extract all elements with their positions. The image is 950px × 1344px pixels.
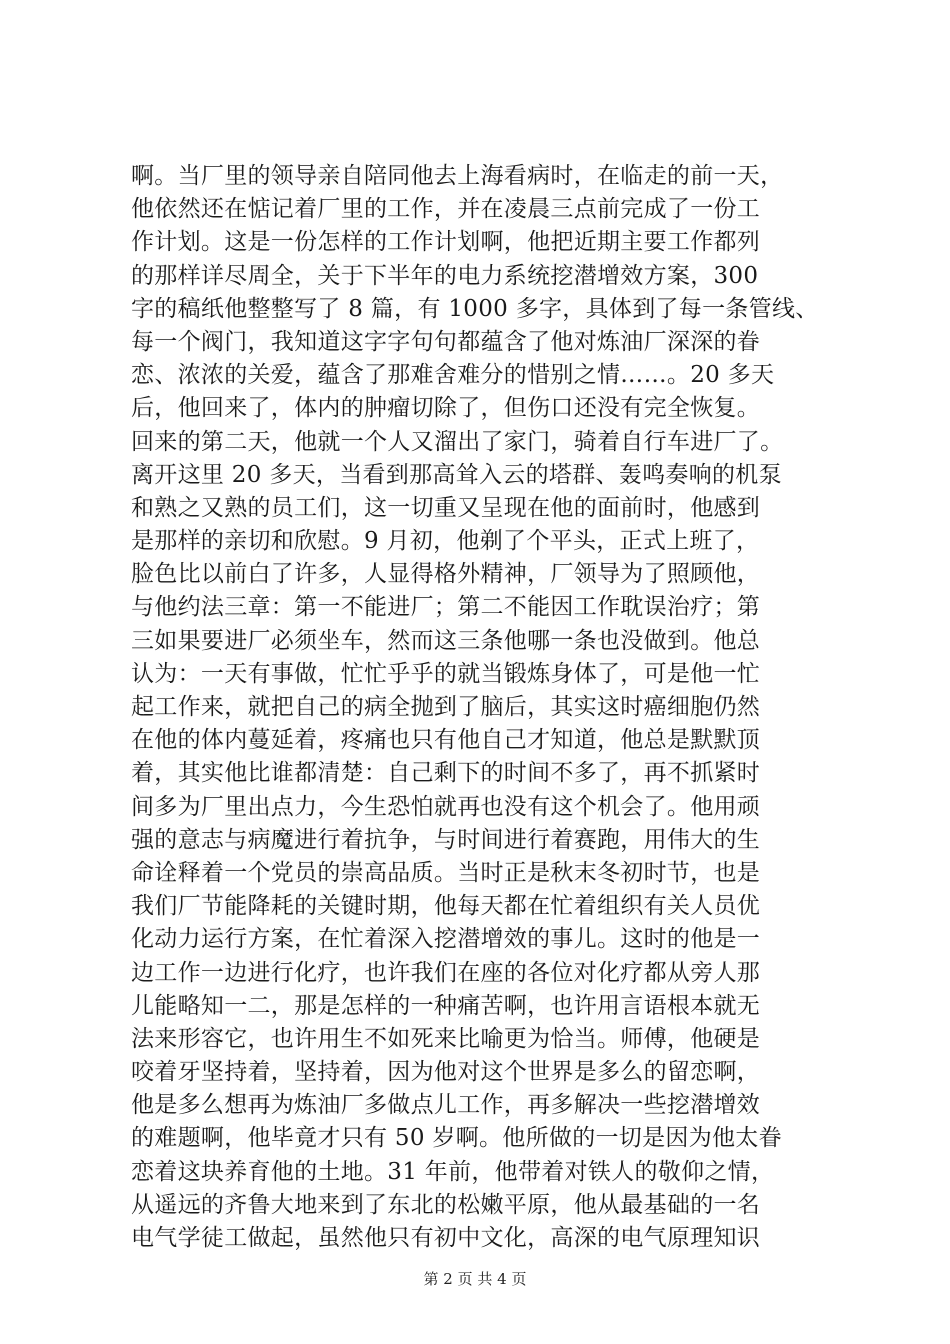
text-line: 着，其实他比谁都清楚：自己剩下的时间不多了，再不抓紧时 — [131, 760, 761, 787]
text-line: 法来形容它，也许用生不如死来比喻更为恰当。师傅，他硬是 — [131, 1025, 761, 1052]
page-footer: 第 2 页 共 4 页 — [423, 1270, 527, 1288]
text-line: 命诠释着一个党员的崇高品质。当时正是秋末冬初时节，也是 — [131, 859, 761, 886]
text-line: 后，他回来了，体内的肿瘤切除了，但伤口还没有完全恢复。 — [131, 395, 761, 422]
text-line: 强的意志与病魔进行着抗争，与时间进行着赛跑，用伟大的生 — [131, 826, 761, 853]
text-line: 三如果要进厂必须坐车，然而这三条他哪一条也没做到。他总 — [131, 627, 761, 654]
text-line: 每一个阀门，我知道这字字句句都蕴含了他对炼油厂深深的眷 — [131, 328, 761, 355]
text-line: 恋着这块养育他的土地。31 年前，他带着对铁人的敬仰之情， — [131, 1158, 775, 1185]
text-line: 回来的第二天，他就一个人又溜出了家门，骑着自行车进厂了。 — [131, 428, 784, 455]
text-line: 认为：一天有事做，忙忙乎乎的就当锻炼身体了，可是他一忙 — [131, 660, 761, 687]
text-line: 和熟之又熟的员工们，这一切重又呈现在他的面前时，他感到 — [131, 494, 761, 521]
text-line: 化动力运行方案，在忙着深入挖潜增效的事儿。这时的他是一 — [131, 926, 761, 953]
text-line: 的那样详尽周全，关于下半年的电力系统挖潜增效方案，300 — [131, 262, 759, 289]
text-line: 从遥远的齐鲁大地来到了东北的松嫩平原，他从最基础的一名 — [131, 1191, 761, 1218]
text-line: 儿能略知一二，那是怎样的一种痛苦啊，也许用言语根本就无 — [131, 992, 761, 1019]
text-line: 脸色比以前白了许多，人显得格外精神，厂领导为了照顾他， — [131, 561, 761, 588]
text-line: 他是多么想再为炼油厂多做点儿工作，再多解决一些挖潜增效 — [131, 1092, 761, 1119]
text-line: 作计划。这是一份怎样的工作计划啊，他把近期主要工作都列 — [131, 229, 761, 256]
text-line: 是那样的亲切和欣慰。9 月初，他剃了个平头，正式上班了， — [131, 528, 760, 555]
text-line: 边工作一边进行化疗，也许我们在座的各位对化疗都从旁人那 — [131, 959, 761, 986]
text-line: 离开这里 20 多天，当看到那高耸入云的塔群、轰鸣奏响的机泵 — [131, 461, 782, 488]
body-text — [131, 160, 831, 1255]
text-line: 咬着牙坚持着，坚持着，因为他对这个世界是多么的留恋啊， — [131, 1059, 761, 1086]
text-line: 起工作来，就把自己的病全抛到了脑后，其实这时癌细胞仍然 — [131, 694, 761, 720]
text-line: 啊。当厂里的领导亲自陪同他去上海看病时，在临走的前一天， — [131, 163, 784, 189]
text-line: 间多为厂里出点力，今生恐怕就再也没有这个机会了。他用顽 — [131, 793, 761, 820]
text-line: 字的稿纸他整整写了 8 篇，有 1000 多字，具体到了每一条管线、 — [131, 295, 819, 322]
text-line: 他依然还在惦记着厂里的工作，并在凌晨三点前完成了一份工 — [131, 196, 761, 223]
text-line: 电气学徒工做起，虽然他只有初中文化，高深的电气原理知识 — [131, 1225, 761, 1251]
text-line: 我们厂节能降耗的关键时期，他每天都在忙着组织有关人员优 — [131, 893, 761, 920]
text-line: 恋、浓浓的关爱，蕴含了那难舍难分的惜别之情……。20 多天 — [131, 362, 775, 389]
text-line: 与他约法三章：第一不能进厂；第二不能因工作耽误治疗；第 — [131, 594, 761, 621]
text-line: 的难题啊，他毕竟才只有 50 岁啊。他所做的一切是因为他太眷 — [131, 1125, 782, 1152]
text-line: 在他的体内蔓延着，疼痛也只有他自己才知道，他总是默默顶 — [131, 727, 761, 754]
